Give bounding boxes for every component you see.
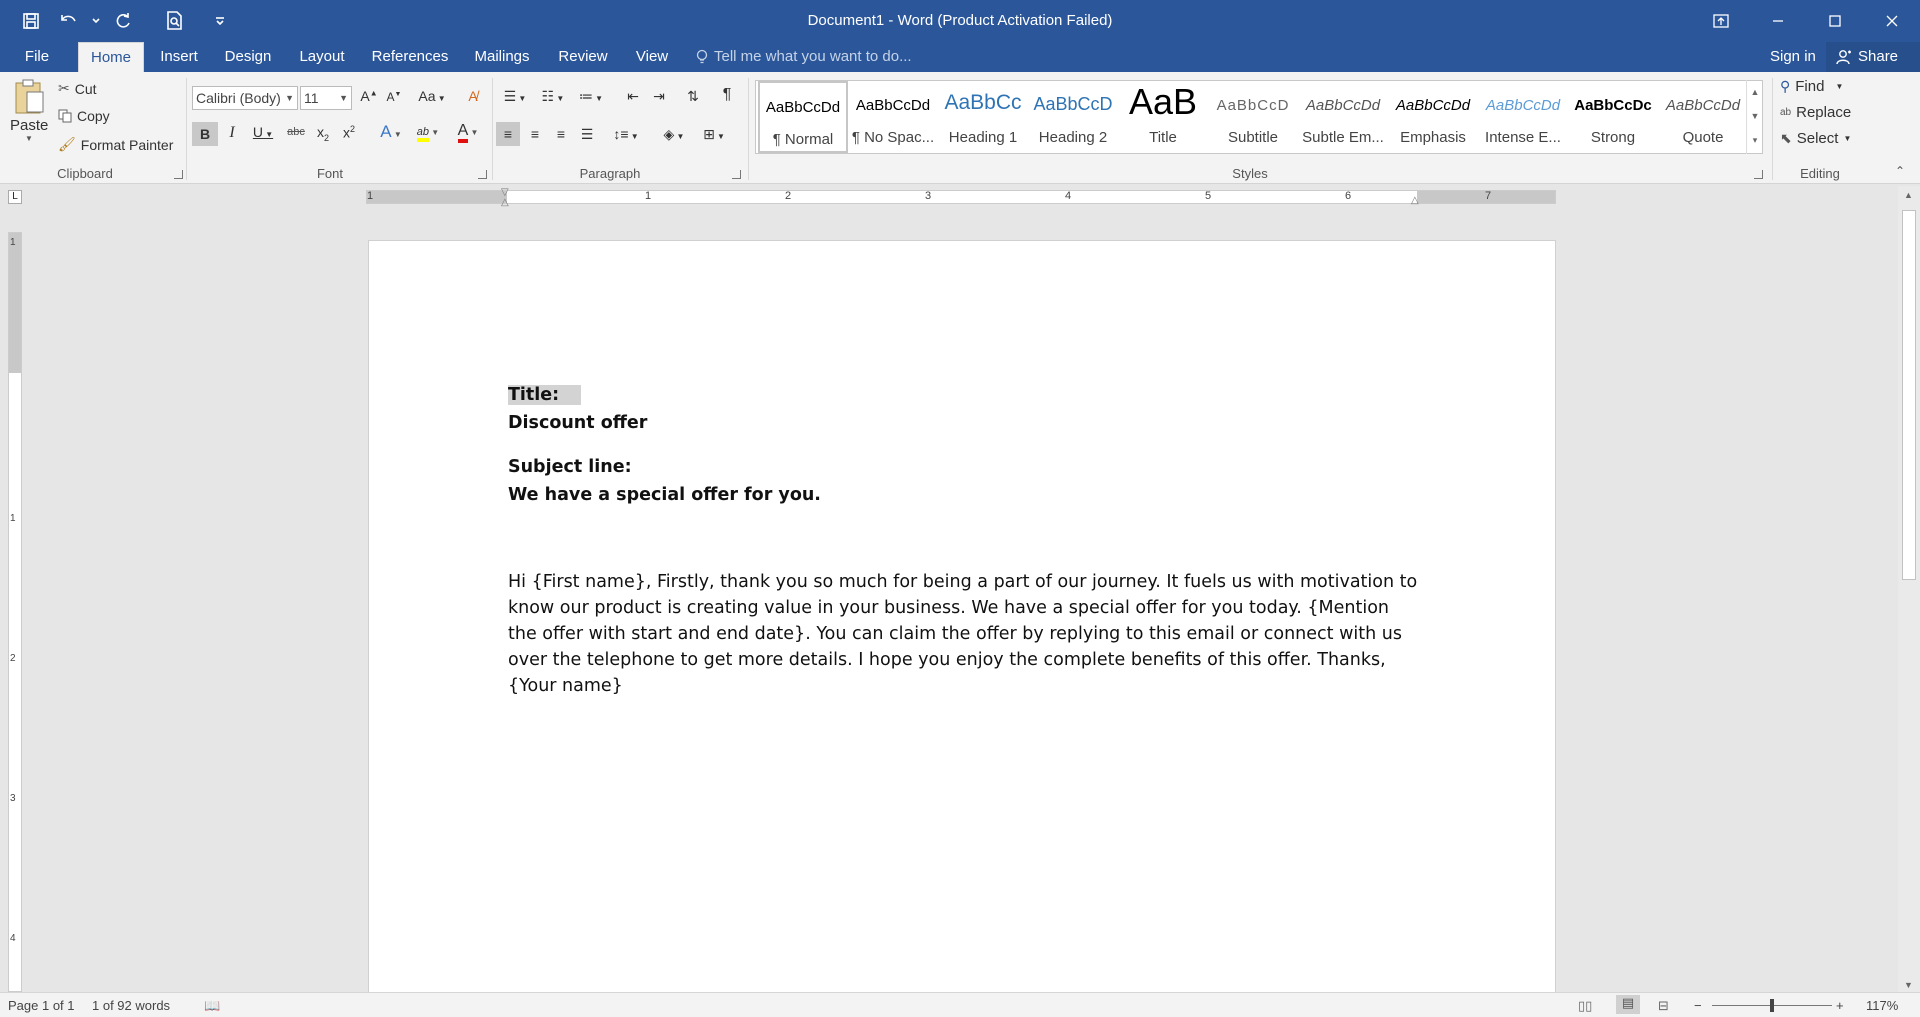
style-preview: AaBbCcDd <box>765 99 841 116</box>
more-styles-icon[interactable]: ▾ <box>1752 135 1758 145</box>
numbered-list-icon: ☷ <box>541 88 555 104</box>
cut-button[interactable] <box>58 80 97 97</box>
title-label[interactable]: Title: <box>508 385 581 405</box>
paint-bucket-icon: ◈ <box>663 126 675 142</box>
read-mode-icon[interactable]: ▯▯ <box>1578 998 1593 1013</box>
style-preview: AaBbCcD <box>1216 97 1290 114</box>
scroll-down-icon[interactable]: ▼ <box>1904 980 1913 990</box>
subscript-icon: x <box>316 124 324 140</box>
bullet-list-icon: ☰ <box>503 88 517 104</box>
status-bar <box>0 992 1920 1017</box>
vertical-ruler[interactable] <box>8 232 22 992</box>
clipboard-dialog-launcher[interactable] <box>174 170 183 179</box>
font-family-combo[interactable] <box>192 86 298 110</box>
clipboard-group-label: Clipboard <box>57 166 113 181</box>
subscript-button[interactable] <box>312 124 334 143</box>
font-color-button[interactable]: A ▼ <box>450 122 486 140</box>
chevron-up-icon: ⌃ <box>1894 164 1906 178</box>
group-separator <box>492 78 493 180</box>
group-separator <box>1772 78 1773 180</box>
sort-icon: ⇅ <box>687 88 699 104</box>
style-name: Heading 1 <box>948 129 1018 146</box>
scroll-up-icon[interactable]: ▲ <box>1904 190 1913 200</box>
vertical-scrollbar[interactable] <box>1898 186 1920 992</box>
italic-icon: I <box>229 124 235 141</box>
tab-file[interactable]: File <box>24 48 50 65</box>
style-preview: AaBbCcDd <box>855 97 931 114</box>
body-paragraph[interactable]: Hi {First name}, Firstly, thank you so much for being a part of our journey. It fuels us with motivation to know our product is creating value in your business. We have a special offer for you today. {Mention the offer with start and end date}. You can claim the offer by replying to this email or connect with us over the telephone to get more details. I hope you enjoy the complete benefits of this offer. Thanks, {Your name} <box>508 572 1418 696</box>
styles-gallery-scroll <box>1746 80 1763 154</box>
tab-references[interactable]: References <box>371 48 449 65</box>
style-subtitle[interactable] <box>1208 81 1298 153</box>
shading-button[interactable]: ◈ ▼ <box>663 126 685 142</box>
font-size-combo[interactable] <box>300 86 352 110</box>
collapse-ribbon-button[interactable] <box>1892 164 1908 178</box>
minimize-icon <box>1772 15 1784 27</box>
style-name: Subtle Em... <box>1302 129 1384 146</box>
right-indent-marker[interactable]: △ <box>1411 195 1419 206</box>
replace-button[interactable] <box>1780 104 1851 121</box>
chevron-up-icon[interactable]: ▲ <box>1750 87 1760 97</box>
ruler-number: 3 <box>925 190 932 202</box>
align-right-button[interactable] <box>550 122 572 146</box>
style-preview: AaBbCcDd <box>1665 97 1741 114</box>
align-center-button[interactable] <box>524 122 546 146</box>
tab-mailings[interactable]: Mailings <box>474 48 530 65</box>
tab-home[interactable]: Home <box>78 42 144 72</box>
replace-label: Replace <box>1796 104 1852 121</box>
chevron-down-icon: ▼ <box>25 134 33 143</box>
style-name: Subtitle <box>1227 129 1279 146</box>
tab-review[interactable]: Review <box>558 48 608 65</box>
chevron-down-icon: ▼ <box>285 93 294 103</box>
search-icon: ⚲ <box>1780 78 1791 94</box>
bold-button[interactable] <box>192 122 218 146</box>
tell-me-placeholder: Tell me what you want to do... <box>714 48 912 65</box>
multilevel-list-button[interactable]: ≔ ▼ <box>578 88 604 104</box>
bullets-button[interactable]: ☰ ▼ <box>503 88 527 104</box>
person-icon <box>1836 49 1852 65</box>
horizontal-ruler[interactable] <box>366 187 1556 208</box>
style-name: Emphasis <box>1400 129 1466 146</box>
decrease-indent-button[interactable] <box>622 88 644 105</box>
tab-insert[interactable]: Insert <box>160 48 198 65</box>
styles-gallery <box>755 80 1763 154</box>
align-center-icon: ≡ <box>530 126 540 142</box>
style-normal[interactable] <box>758 81 848 153</box>
paste-label: Paste <box>10 117 49 134</box>
borders-button[interactable]: ⊞ ▼ <box>703 126 725 142</box>
ruler-number: 1 <box>10 237 16 248</box>
style-heading-2[interactable] <box>1028 81 1118 153</box>
ruler-number: 6 <box>1345 190 1352 202</box>
style-name: Title <box>1149 129 1177 146</box>
paintbrush-icon: 🖌 <box>58 136 76 152</box>
select-button[interactable] <box>1780 130 1851 147</box>
scrollbar-thumb[interactable] <box>1902 210 1916 580</box>
ruler-number: 1 <box>10 513 16 524</box>
find-label: Find <box>1795 78 1825 95</box>
increase-indent-button[interactable] <box>648 88 670 105</box>
style-name: ¶ Normal <box>772 131 834 148</box>
chevron-down-icon: ▼ <box>1843 134 1852 143</box>
style-intense-emphasis[interactable] <box>1478 81 1568 153</box>
first-line-indent-marker[interactable]: ▽ <box>501 187 509 198</box>
grow-font-icon: A <box>360 88 370 104</box>
zoom-out-icon[interactable]: − <box>1694 998 1702 1013</box>
style-name: Intense E... <box>1485 129 1561 146</box>
word-count[interactable]: 1 of 92 words <box>92 998 171 1013</box>
tab-selector[interactable]: L <box>8 190 22 204</box>
style-heading-1[interactable] <box>938 81 1028 153</box>
highlight-button[interactable]: ab ▼ <box>410 122 446 138</box>
justify-button[interactable] <box>576 122 598 146</box>
top-margin-area <box>9 233 21 373</box>
paragraph-group-label: Paragraph <box>579 166 641 181</box>
change-case-button[interactable]: Aa ▼ <box>418 88 446 104</box>
shrink-font-button[interactable]: A▼ <box>386 90 402 104</box>
superscript-mark: 2 <box>349 124 355 134</box>
numbering-button[interactable]: ☷ ▼ <box>541 88 565 104</box>
subject-value[interactable]: We have a special offer for you. <box>508 485 821 505</box>
style-preview: AaBbCcD <box>1033 94 1113 114</box>
font-dialog-launcher[interactable] <box>478 170 487 179</box>
shrink-font-icon: A <box>386 90 395 104</box>
ruler-number: 5 <box>1205 190 1212 202</box>
ribbon-tabs <box>0 42 1920 72</box>
style-name: Heading 2 <box>1038 129 1108 146</box>
group-separator <box>186 78 187 180</box>
group-separator <box>748 78 749 180</box>
print-layout-icon[interactable]: ▤ <box>1616 995 1640 1014</box>
tab-layout[interactable]: Layout <box>299 48 345 65</box>
style-name: Quote <box>1682 129 1724 146</box>
minimize-button[interactable] <box>1749 0 1806 42</box>
replace-icon: ab <box>1780 107 1792 118</box>
clear-formatting-button[interactable] <box>462 88 484 104</box>
zoom-in-icon[interactable]: + <box>1836 998 1844 1013</box>
ruler-number: 7 <box>1485 190 1492 202</box>
close-button[interactable] <box>1863 0 1920 42</box>
maximize-icon <box>1829 15 1841 27</box>
show-marks-button[interactable] <box>716 86 738 104</box>
increase-indent-icon: ⇥ <box>653 88 665 104</box>
style-quote[interactable] <box>1658 81 1748 153</box>
chevron-down-icon[interactable]: ▼ <box>1750 111 1760 121</box>
style-preview: AaBbCc <box>944 91 1022 114</box>
ruler-number: 3 <box>10 793 16 804</box>
line-spacing-button[interactable]: ↕≡ ▼ <box>613 126 639 142</box>
sort-button[interactable] <box>682 88 704 105</box>
style-emphasis[interactable] <box>1388 81 1478 153</box>
editing-group-label: Editing <box>1800 166 1840 181</box>
ruler-number: 1 <box>645 190 652 202</box>
chevron-down-icon: ▼ <box>1835 82 1844 91</box>
subject-label[interactable]: Subject line: <box>508 457 632 477</box>
ribbon-display-icon <box>1713 14 1729 28</box>
style-no-spacing[interactable] <box>848 81 938 153</box>
share-button[interactable] <box>1826 42 1920 72</box>
italic-button[interactable] <box>222 124 242 142</box>
borders-icon: ⊞ <box>703 126 715 142</box>
styles-dialog-launcher[interactable] <box>1754 170 1763 179</box>
tab-view[interactable]: View <box>635 48 669 65</box>
superscript-icon: x <box>342 124 350 141</box>
underline-button[interactable]: U ▼ <box>252 124 274 140</box>
style-preview: AaB <box>1128 81 1198 122</box>
ruler-number: 2 <box>10 653 16 664</box>
style-preview: AaBbCcDd <box>1305 97 1381 114</box>
proofing-icon[interactable]: 📖 <box>204 998 221 1013</box>
left-indent-marker[interactable]: △ <box>501 197 509 208</box>
font-color-icon: A <box>458 122 469 143</box>
text-effects-button[interactable]: A ▼ <box>380 122 402 141</box>
window-title: Document1 - Word (Product Activation Failed) <box>807 12 1113 29</box>
subscript-mark: 2 <box>323 132 329 143</box>
paragraph-dialog-launcher[interactable] <box>732 170 741 179</box>
style-name: ¶ No Spac... <box>851 129 935 146</box>
bold-icon: B <box>199 126 211 142</box>
select-label: Select <box>1796 130 1839 147</box>
maximize-button[interactable] <box>1806 0 1863 42</box>
strikethrough-icon: abc <box>287 126 305 138</box>
grow-font-button[interactable]: A▲ <box>360 88 378 104</box>
justify-icon: ☰ <box>580 126 594 142</box>
style-preview: AaBbCcDd <box>1485 97 1561 114</box>
align-left-button[interactable] <box>496 122 520 146</box>
font-size-value: 11 <box>304 90 319 106</box>
eraser-icon: A̸ <box>468 88 478 104</box>
strikethrough-button[interactable] <box>284 126 308 138</box>
style-name: Strong <box>1590 129 1636 146</box>
title-value[interactable]: Discount offer <box>508 413 648 433</box>
left-margin-area <box>367 191 507 203</box>
zoom-slider-thumb[interactable] <box>1770 999 1774 1012</box>
ribbon-display-options-button[interactable] <box>1692 0 1749 42</box>
copy-icon <box>58 109 72 123</box>
document-page[interactable] <box>368 240 1556 1000</box>
text-effects-icon: A <box>380 122 392 141</box>
align-left-icon: ≡ <box>503 126 513 142</box>
multilevel-list-icon: ≔ <box>578 88 593 104</box>
change-case-icon: Aa <box>418 88 436 104</box>
lightbulb-icon <box>696 49 708 65</box>
page-count[interactable]: Page 1 of 1 <box>8 998 75 1013</box>
zoom-level[interactable]: 117% <box>1866 998 1899 1013</box>
web-layout-icon[interactable]: ⊟ <box>1658 998 1669 1013</box>
line-spacing-icon: ↕≡ <box>613 126 629 142</box>
title-bar <box>0 0 1920 42</box>
tell-me-search[interactable] <box>696 42 912 72</box>
decrease-indent-icon: ⇤ <box>627 88 639 104</box>
style-subtle-emphasis[interactable] <box>1298 81 1388 153</box>
chevron-down-icon: ▼ <box>339 93 348 103</box>
style-title[interactable] <box>1118 81 1208 153</box>
sign-in-link[interactable]: Sign in <box>1770 48 1816 65</box>
ruler-number: 4 <box>1065 190 1072 202</box>
styles-group-label: Styles <box>1232 166 1268 181</box>
format-painter-button[interactable] <box>58 136 173 153</box>
ruler-number: 4 <box>10 933 16 944</box>
cut-label: Cut <box>74 80 97 97</box>
pilcrow-icon: ¶ <box>722 86 732 103</box>
align-right-icon: ≡ <box>556 126 566 142</box>
superscript-button[interactable] <box>338 124 360 141</box>
ribbon <box>0 72 1920 184</box>
clipboard-icon <box>13 78 45 116</box>
scissors-icon: ✂ <box>58 80 70 96</box>
font-group-label: Font <box>316 166 343 181</box>
style-preview: AaBbCcDc <box>1574 97 1652 114</box>
tab-design[interactable]: Design <box>224 48 272 65</box>
copy-button[interactable] <box>58 108 110 124</box>
close-icon <box>1886 15 1898 27</box>
style-strong[interactable] <box>1568 81 1658 153</box>
highlighter-icon: ab <box>417 126 429 142</box>
copy-label: Copy <box>77 108 110 124</box>
find-button[interactable] <box>1780 78 1843 95</box>
ruler-number: 2 <box>785 190 792 202</box>
share-label: Share <box>1858 48 1899 65</box>
format-painter-label: Format Painter <box>80 136 174 153</box>
font-family-value: Calibri (Body) <box>196 90 281 106</box>
underline-icon: U <box>252 124 263 140</box>
window-controls <box>1692 0 1920 42</box>
paste-button[interactable] <box>10 78 48 150</box>
document-body[interactable] <box>508 381 1418 699</box>
style-preview: AaBbCcDd <box>1395 97 1471 114</box>
ruler-number: 1 <box>367 190 374 202</box>
cursor-icon: ⬉ <box>1780 130 1792 146</box>
